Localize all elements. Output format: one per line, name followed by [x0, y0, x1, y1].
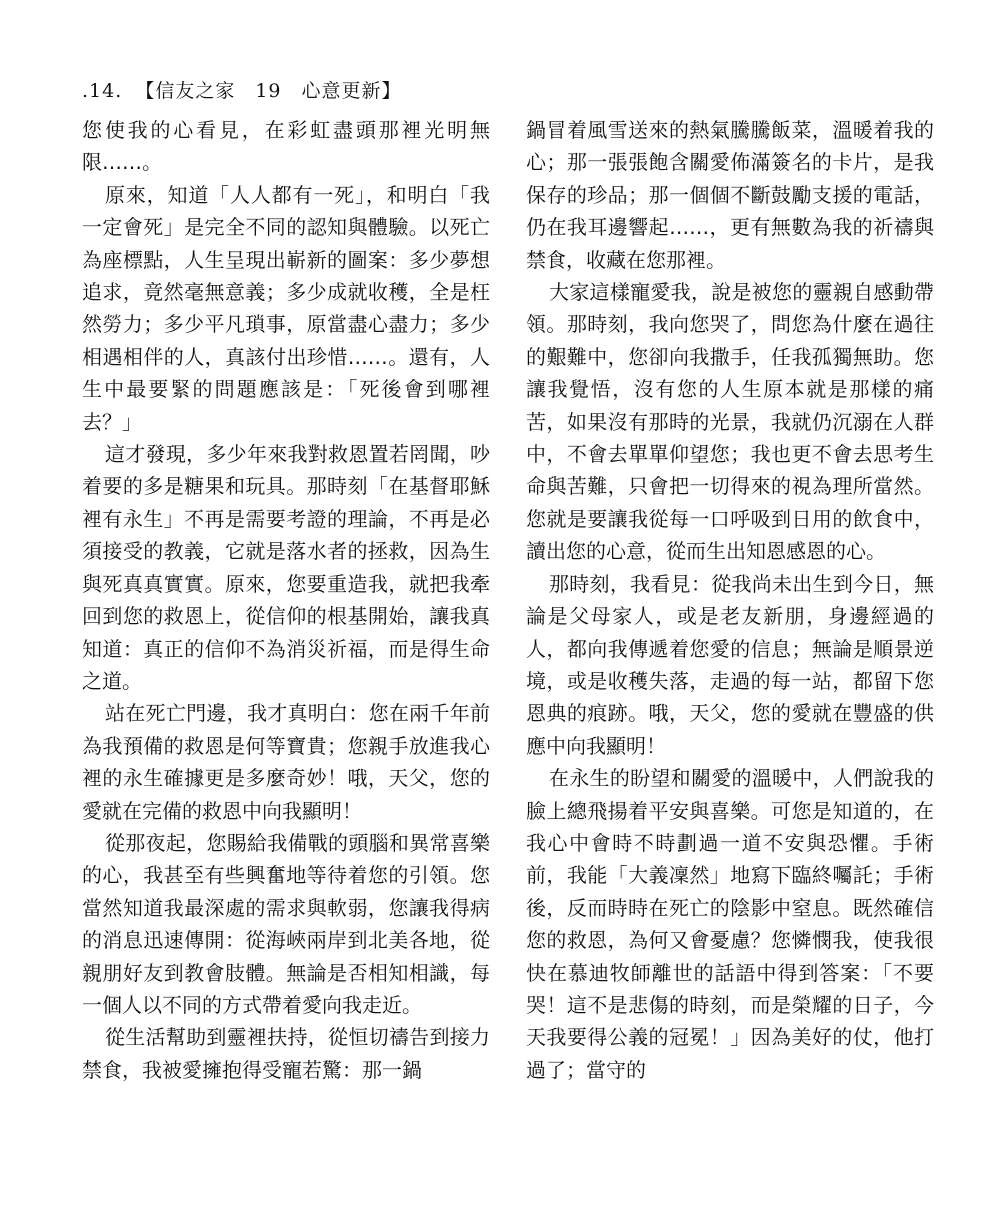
- paragraph: 那時刻，我看見：從我尚未出生到今日，無論是父母家人，或是老友新朋，身邊經過的人，都向我傳遞着您愛的信息；無論是順景逆境，或是收穫失落，走過的每一站，都留下您恩典的痕跡。哦，天父，您的愛就在豐盛的供應中向我顯明！: [526, 571, 934, 758]
- left-column: [82, 114, 490, 1086]
- right-column: [526, 114, 934, 1086]
- paragraph: 鍋冒着風雪送來的熱氣騰騰飯菜，溫暖着我的心；那一張張飽含關愛佈滿簽名的卡片，是我保存的珍品；那一個個不斷鼓勵支援的電話，仍在我耳邊響起……，更有無數為我的祈禱與禁食，收藏在您那裡。: [526, 118, 934, 272]
- paragraph: 大家這樣寵愛我，說是被您的靈親自感動帶領。那時刻，我向您哭了，問您為什麼在過往的艱難中，您卻向我撒手，任我孤獨無助。您讓我覺悟，沒有您的人生原本就是那樣的痛苦，如果沒有那時的光景，我就仍沉溺在人群中，不會去單單仰望您；我也更不會去思考生命與苦難，只會把一切得來的視為理所當然。您就是要讓我從每一口呼吸到日用的飲食中，讀出您的心意，從而生出知恩感恩的心。: [526, 280, 934, 564]
- page-header: [82, 76, 408, 103]
- paragraph: 原來，知道「人人都有一死」，和明白「我一定會死」是完全不同的認知與體驗。以死亡為座標點，人生呈現出嶄新的圖案：多少夢想追求，竟然毫無意義；多少成就收穫，全是枉然勞力；多少平凡瑣事，原當盡心盡力；多少相遇相伴的人，真該付出珍惜……。還有，人生中最要緊的問題應該是：「死後會到哪裡去？」: [82, 182, 490, 434]
- paragraph: 您使我的心看見，在彩虹盡頭那裡光明無限……。: [82, 118, 490, 175]
- paragraph: 站在死亡門邊，我才真明白：您在兩千年前為我預備的救恩是何等寶貴；您親手放進我心裡的永生確據更是多麼奇妙！哦，天父，您的愛就在完備的救恩中向我顯明！: [82, 701, 490, 823]
- paragraph: 這才發現，多少年來我對救恩置若罔聞，吵着要的多是糖果和玩具。那時刻「在基督耶穌裡有永生」不再是需要考證的理論，不再是必須接受的教義，它就是落水者的拯救，因為生與死真真實實。原來，您要重造我，就把我牽回到您的救恩上，從信仰的根基開始，讓我真知道：真正的信仰不為消災祈福，而是得生命之道。: [82, 442, 490, 693]
- magazine-title: 【信友之家 19 心意更新】: [135, 80, 402, 102]
- paragraph: 從那夜起，您賜給我備戰的頭腦和異常喜樂的心，我甚至有些興奮地等待着您的引領。您當然知道我最深處的需求與軟弱，您讓我得病的消息迅速傳開：從海峽兩岸到北美各地，從親朋好友到教會肢體。無論是否相知相識，每一個人以不同的方式帶着愛向我走近。: [82, 830, 490, 1017]
- paragraph: 從生活幫助到靈裡扶持，從恒切禱告到接力禁食，我被愛擁抱得受寵若驚：那一鍋: [82, 1025, 490, 1082]
- paragraph: 在永生的盼望和關愛的溫暖中，人們說我的臉上總飛揚着平安與喜樂。可您是知道的，在我心中會時不時劃過一道不安與恐懼。手術前，我能「大義凜然」地寫下臨終囑託；手術後，反而時時在死亡的陰影中窒息。既然確信您的救恩，為何又會憂慮？您憐憫我，使我很快在慕迪牧師離世的話語中得到答案：「不要哭！這不是悲傷的時刻，而是榮耀的日子，今天我要得公義的冠冕！」因為美好的仗，他打過了；當守的: [526, 766, 934, 1082]
- page-number: .14.: [82, 80, 123, 102]
